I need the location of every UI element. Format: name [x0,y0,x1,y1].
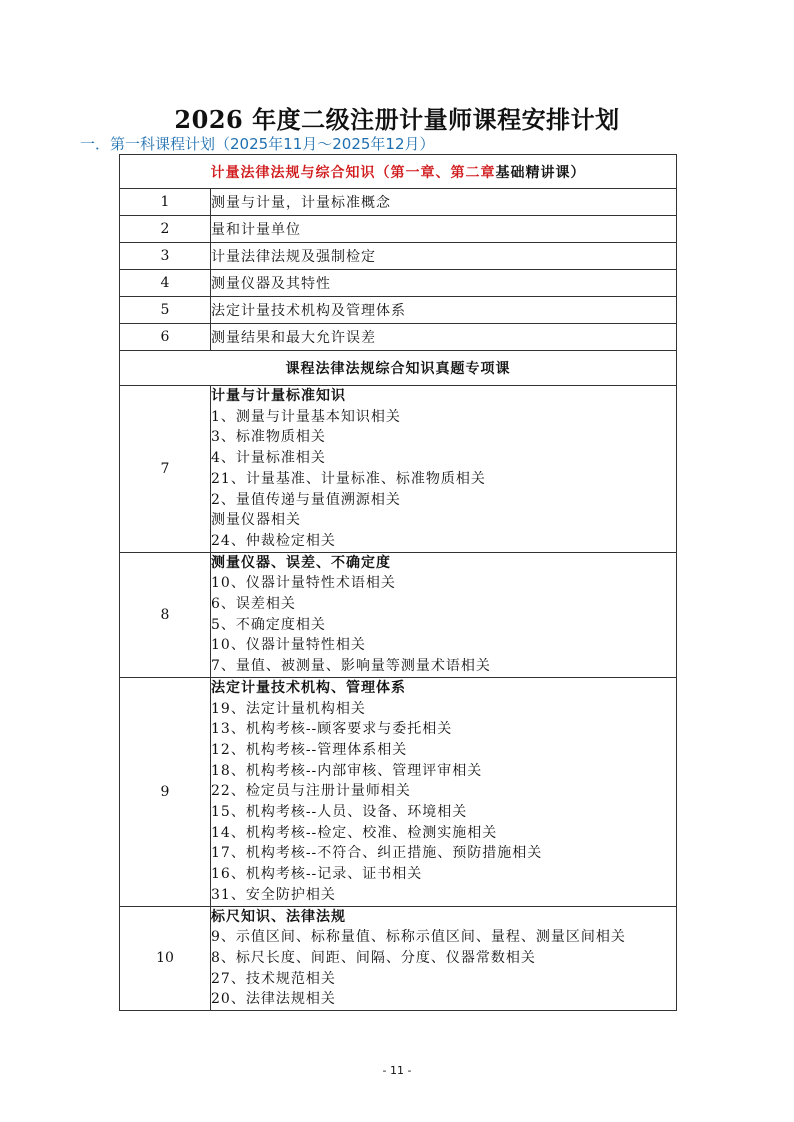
group-title: 计量与计量标准知识 [211,388,346,404]
basic-course-row [120,270,677,297]
group-item: 4、计量标准相关 [211,450,326,467]
basic-course-header-black: 基础精讲课） [495,164,586,181]
group-item: 2、量值传递与量值溯源相关 [211,491,401,508]
row-number: 5 [120,297,211,324]
group-title: 标尺知识、法律法规 [211,908,346,925]
exam-course-header: 课程法律法规综合知识真题专项课 [120,351,677,386]
group-item: 3、标准物质相关 [211,429,326,446]
group-item: 14、机构考核--检定、校准、检测实施相关 [211,824,498,841]
group-number: 7 [120,386,211,553]
basic-course-row [120,216,677,243]
group-item: 9、示值区间、标称量值、标称示值区间、量程、测量区间相关 [211,929,626,946]
group-number: 9 [120,677,211,906]
row-number: 6 [120,324,211,351]
group-item: 20、法律法规相关 [211,991,336,1008]
exam-group-row [120,677,677,906]
basic-course-row [120,297,677,324]
group-item: 16、机构考核--记录、证书相关 [211,866,423,883]
group-content [211,906,677,1011]
group-number: 10 [120,906,211,1011]
group-item: 18、机构考核--内部审核、管理评审相关 [211,762,483,779]
group-item: 1、测量与计量基本知识相关 [211,408,401,425]
basic-course-header-red: 计量法律法规与综合知识（第一章、第二章 [210,164,496,181]
exam-group-row [120,386,677,553]
basic-course-header [120,155,677,189]
group-number: 8 [120,552,211,677]
group-item: 10、仪器计量特性术语相关 [211,575,396,592]
group-item: 31、安全防护相关 [211,886,336,903]
group-title: 法定计量技术机构、管理体系 [211,679,406,696]
group-item: 7、量值、被测量、影响量等测量术语相关 [211,658,491,675]
row-topic: 计量法律法规及强制检定 [211,243,677,270]
group-content [211,677,677,906]
group-item: 5、不确定度相关 [211,616,326,633]
group-item: 21、计量基准、计量标准、标准物质相关 [211,470,486,487]
group-item: 19、法定计量机构相关 [211,700,366,717]
row-number: 1 [120,189,211,216]
row-topic: 法定计量技术机构及管理体系 [211,297,677,324]
document-title: 2026 年度二级注册计量师课程安排计划 [174,105,620,134]
page-number: - 11 - [382,1064,412,1077]
row-topic: 测量与计量，计量标准概念 [211,189,677,216]
group-item: 27、技术规范相关 [211,970,336,987]
group-item: 17、机构考核--不符合、纠正措施、预防措施相关 [211,845,543,862]
exam-group-row [120,906,677,1011]
row-number: 4 [120,270,211,297]
row-topic: 量和计量单位 [211,216,677,243]
group-item: 12、机构考核--管理体系相关 [211,741,408,758]
row-number: 3 [120,243,211,270]
group-content [211,386,677,553]
group-item: 15、机构考核--人员、设备、环境相关 [211,804,468,821]
row-number: 2 [120,216,211,243]
basic-course-row [120,189,677,216]
basic-course-row [120,324,677,351]
group-item: 22、检定员与注册计量师相关 [211,783,411,800]
group-item: 24、仲裁检定相关 [211,532,336,549]
exam-group-row [120,552,677,677]
section-subtitle: 一．第一科课程计划（2025年11月～2025年12月） [80,135,435,153]
group-content [211,552,677,677]
basic-course-row [120,243,677,270]
group-item: 10、仪器计量特性相关 [211,637,366,654]
group-item: 测量仪器相关 [211,512,301,529]
row-topic: 测量结果和最大允许误差 [211,324,677,351]
group-item: 8、标尺长度、间距、间隔、分度、仪器常数相关 [211,949,536,966]
group-item: 13、机构考核--顾客要求与委托相关 [211,721,453,738]
group-title: 测量仪器、误差、不确定度 [211,554,391,571]
group-item: 6、误差相关 [211,596,296,613]
row-topic: 测量仪器及其特性 [211,270,677,297]
course-plan-table [119,154,677,1011]
